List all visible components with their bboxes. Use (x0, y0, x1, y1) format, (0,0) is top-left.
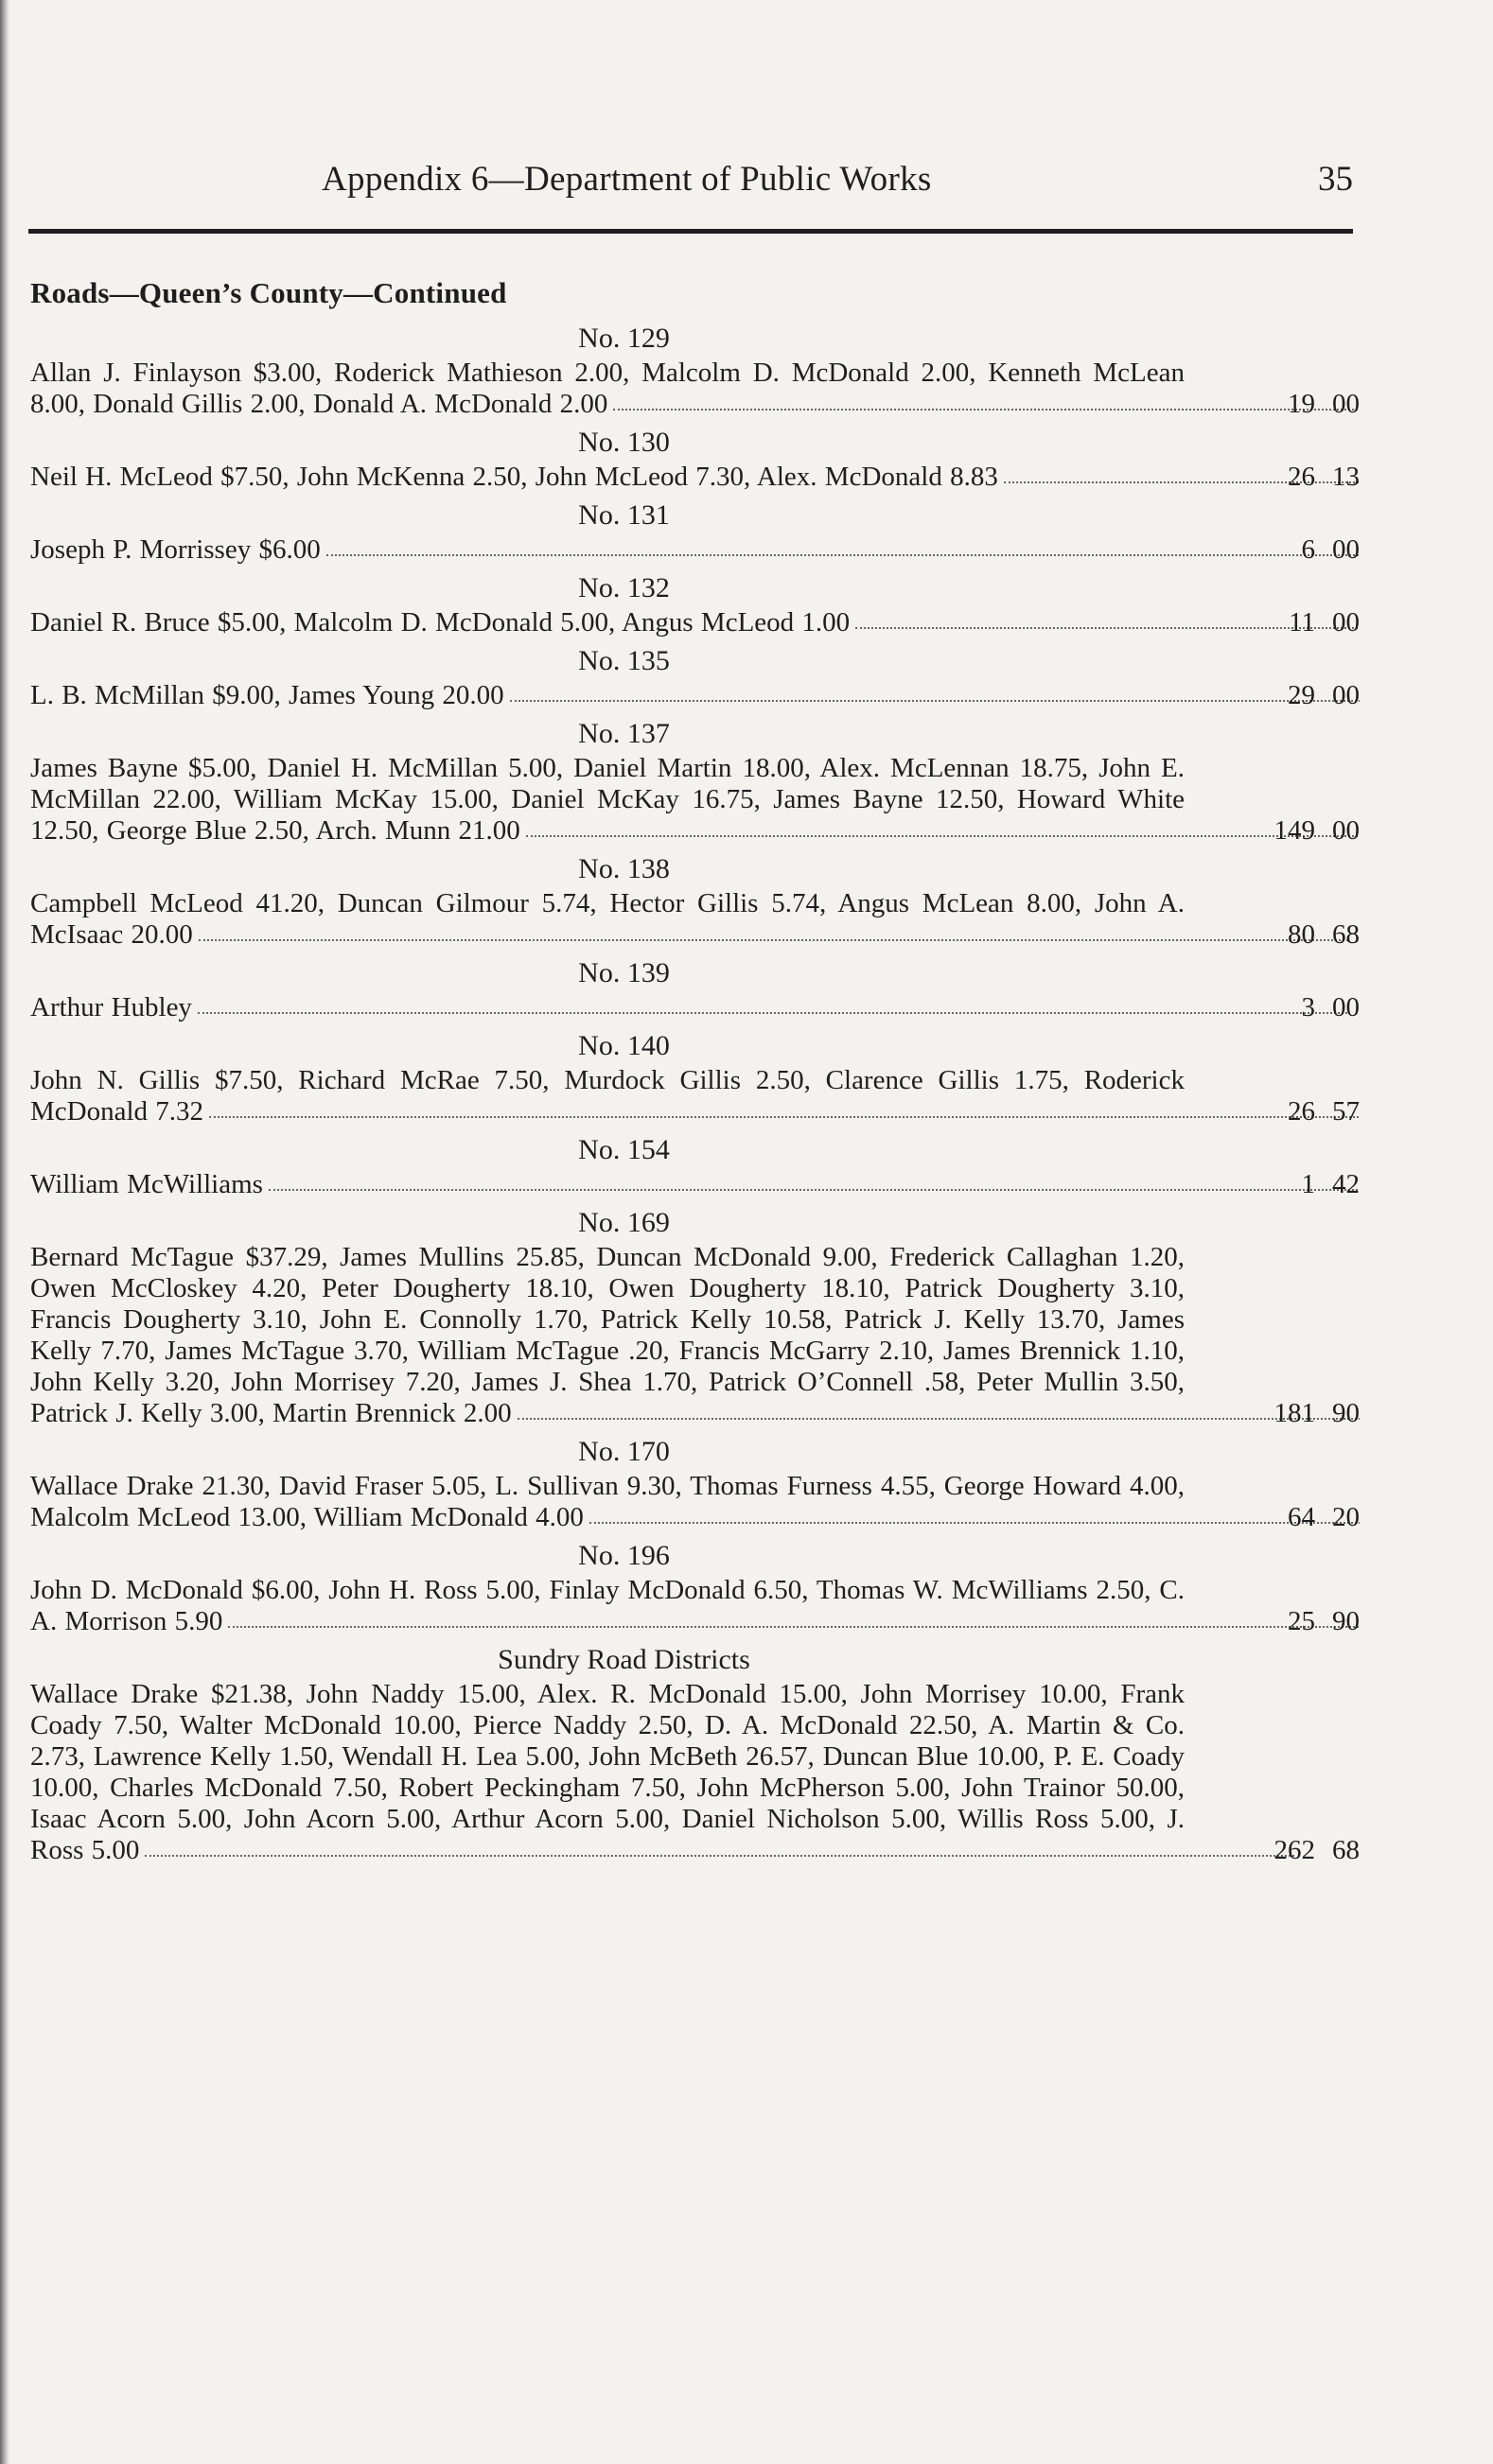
entry-text: Wallace Drake $21.38, John Naddy 15.00, Alex. R. McDonald 15.00, John Morrisey 10.00, Frank Coady 7.50, Walter McDonald 10.00, Pierce Naddy 2.50, D. A. McDonald 22.50, A. Martin & Co. 2.73, Lawrence Kelly 1.50, Wendall H. Lea 5.00, John McBeth 26.57, Duncan Blue 10.00, P. E. Coady 10.00, Charles McDonald 7.50, Robert Peckingham 7.50, John McPherson 5.00, John Trainor 50.00, Isaac Acorn 5.00, John Acorn 5.00, Arthur Acorn 5.00, Daniel Nicholson 5.00, Willis Ross 5.00, J. Ross 5.00 (30, 1679, 1185, 1865)
amount-dollars: 11 (1289, 607, 1315, 638)
entry-body (30, 680, 1360, 711)
entry (30, 642, 1360, 711)
entry-text: Neil H. McLeod $7.50, John McKenna 2.50, John McLeod 7.30, Alex. McDonald 8.83 (30, 462, 1185, 493)
section-heading: Roads—Queen’s County—Continued (30, 276, 507, 309)
amount-dollars: 26 (1288, 462, 1315, 492)
entry-amount (1246, 680, 1360, 711)
header-title: Appendix 6—Department of Public Works (322, 160, 932, 199)
page-number: 35 (1318, 160, 1353, 199)
amount-cents: 13 (1332, 462, 1360, 492)
entry-body (30, 534, 1360, 566)
entry-number: No. 196 (578, 1540, 670, 1571)
entry-amount (1246, 1502, 1360, 1533)
entry-amount (1246, 534, 1360, 566)
amount-dollars: 25 (1288, 1606, 1315, 1636)
entry-text: Daniel R. Bruce $5.00, Malcolm D. McDonald 5.00, Angus McLeod 1.00 (30, 607, 1185, 638)
amount-dollars: 64 (1288, 1502, 1315, 1532)
entry-text: L. B. McMillan $9.00, James Young 20.00 (30, 680, 1185, 711)
amount-cents: 57 (1332, 1096, 1360, 1127)
entry (30, 1537, 1360, 1637)
entry-number: No. 140 (578, 1030, 670, 1061)
entry-body (30, 1575, 1360, 1637)
entry (30, 1131, 1360, 1200)
entry-body (30, 1679, 1360, 1866)
entry-number: No. 137 (578, 718, 670, 749)
amount-cents: 68 (1332, 1835, 1360, 1865)
entry-amount (1246, 815, 1360, 847)
entry (30, 954, 1360, 1023)
entry-text: John N. Gillis $7.50, Richard McRae 7.50, Murdock Gillis 2.50, Clarence Gillis 1.75, Roderick McDonald 7.32 (30, 1065, 1185, 1127)
entry-number: No. 170 (578, 1436, 670, 1467)
entry-text: Bernard McTague $37.29, James Mullins 25.85, Duncan McDonald 9.00, Frederick Callaghan 1.20, Owen McCloskey 4.20, Peter Dougherty 18.10, Owen Dougherty 18.10, Patrick Dougherty 3.10, Francis Dougherty 3.10, John E. Connolly 1.70, Patrick Kelly 10.58, Patrick J. Kelly 13.70, James Kelly 7.70, James McTague 3.70, William McTague .20, Francis McGarry 2.10, James Brennick 1.10, John Kelly 3.20, John Morrisey 7.20, James J. Shea 1.70, Patrick O’Connell .58, Peter Mullin 3.50, Patrick J. Kelly 3.00, Martin Brennick 2.00 (30, 1242, 1185, 1428)
entry-body (30, 753, 1360, 847)
entries-list (30, 320, 1360, 1866)
entry-text: Wallace Drake 21.30, David Fraser 5.05, L. Sullivan 9.30, Thomas Furness 4.55, George Howard 4.00, Malcolm McLeod 13.00, William McDonald 4.00 (30, 1471, 1185, 1532)
amount-cents: 00 (1332, 389, 1360, 419)
amount-dollars: 29 (1288, 680, 1315, 710)
entry (30, 1641, 1360, 1866)
entry-text: John D. McDonald $6.00, John H. Ross 5.00, Finlay McDonald 6.50, Thomas W. McWilliams 2.50, C. A. Morrison 5.90 (30, 1575, 1185, 1636)
entry (30, 1027, 1360, 1127)
amount-dollars: 149 (1273, 815, 1315, 846)
entry-amount (1246, 462, 1360, 493)
amount-dollars: 1 (1301, 1169, 1315, 1199)
amount-dollars: 19 (1288, 389, 1315, 419)
entry (30, 1433, 1360, 1533)
amount-cents: 68 (1332, 919, 1360, 950)
amount-cents: 00 (1332, 534, 1360, 565)
entry-number: No. 132 (578, 572, 670, 603)
amount-cents: 00 (1332, 992, 1360, 1022)
amount-dollars: 181 (1273, 1398, 1315, 1428)
entry-number: Sundry Road Districts (498, 1644, 750, 1675)
entry-body (30, 358, 1360, 420)
entry-number: No. 131 (578, 499, 670, 531)
amount-cents: 42 (1332, 1169, 1360, 1199)
entry (30, 320, 1360, 420)
entry-text: Campbell McLeod 41.20, Duncan Gilmour 5.74, Hector Gillis 5.74, Angus McLean 8.00, John A. McIsaac 20.00 (30, 888, 1185, 950)
entry-text: James Bayne $5.00, Daniel H. McMillan 5.00, Daniel Martin 18.00, Alex. McLennan 18.75, John E. McMillan 22.00, William McKay 15.00, Daniel McKay 16.75, James Bayne 12.50, Howard White 12.50, George Blue 2.50, Arch. Munn 21.00 (30, 753, 1185, 846)
amount-cents: 20 (1332, 1502, 1360, 1532)
entry-body (30, 1065, 1360, 1127)
entry (30, 715, 1360, 847)
entry-amount (1246, 1606, 1360, 1637)
entry-amount (1246, 607, 1360, 638)
entry (30, 850, 1360, 951)
entry-amount (1246, 992, 1360, 1023)
entry (30, 569, 1360, 638)
entry-amount (1246, 1169, 1360, 1200)
entry (30, 497, 1360, 566)
entry-number: No. 154 (578, 1134, 670, 1165)
entry-body (30, 1471, 1360, 1533)
entry-body (30, 1242, 1360, 1429)
entry (30, 424, 1360, 493)
amount-dollars: 6 (1301, 534, 1315, 565)
entry-amount (1246, 1835, 1360, 1866)
amount-dollars: 26 (1288, 1096, 1315, 1127)
entry-amount (1246, 1398, 1360, 1429)
amount-cents: 00 (1332, 680, 1360, 710)
entry-body (30, 607, 1360, 638)
entry-text: Joseph P. Morrissey $6.00 (30, 534, 1185, 566)
entry-number: No. 129 (578, 323, 670, 354)
amount-cents: 00 (1332, 607, 1360, 638)
entry-number: No. 130 (578, 427, 670, 458)
entry-amount (1246, 389, 1360, 420)
entry-body (30, 462, 1360, 493)
entry-number: No. 139 (578, 957, 670, 988)
entry-number: No. 135 (578, 645, 670, 676)
entry-text: William McWilliams (30, 1169, 1185, 1200)
page-header (28, 159, 1353, 206)
entry-text: Allan J. Finlayson $3.00, Roderick Mathieson 2.00, Malcolm D. McDonald 2.00, Kenneth McLean 8.00, Donald Gillis 2.00, Donald A. McDonald 2.00 (30, 358, 1185, 419)
page-content (30, 276, 1360, 1870)
amount-dollars: 262 (1273, 1835, 1315, 1865)
entry-amount (1246, 1096, 1360, 1127)
entry-body (30, 992, 1360, 1023)
entry-amount (1246, 919, 1360, 951)
entry-body (30, 888, 1360, 951)
entry-number: No. 138 (578, 853, 670, 884)
entry (30, 1204, 1360, 1429)
entry-number: No. 169 (578, 1207, 670, 1238)
amount-cents: 00 (1332, 815, 1360, 846)
amount-dollars: 80 (1288, 919, 1315, 950)
amount-cents: 90 (1332, 1606, 1360, 1636)
header-rule (28, 229, 1353, 234)
entry-text: Arthur Hubley (30, 992, 1185, 1023)
amount-dollars: 3 (1301, 992, 1315, 1022)
amount-cents: 90 (1332, 1398, 1360, 1428)
entry-body (30, 1169, 1360, 1200)
